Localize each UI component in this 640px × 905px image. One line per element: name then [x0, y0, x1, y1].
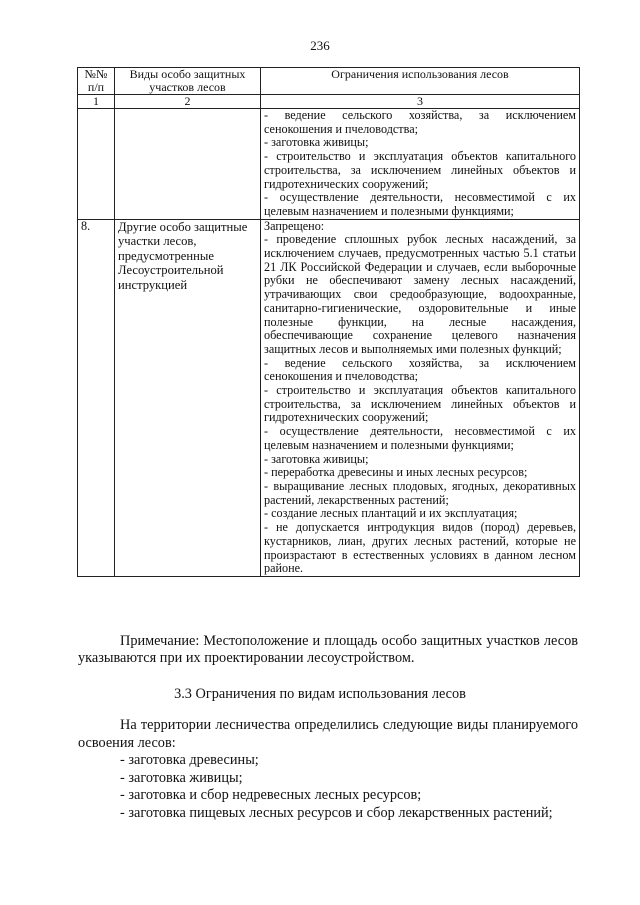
limit-line: - строительство и эксплуатация объектов капитального строительства, за исключением линейных объектов и гидротехнических сооружений; — [264, 383, 576, 425]
limit-line: - ведение сельского хозяйства, за исключением сенокошения и пчеловодства; — [264, 355, 576, 384]
limit-line: Запрещено: — [264, 218, 325, 233]
section-body — [78, 717, 578, 822]
row-kind-cell: Другие особо защитные участки лесов, предусмотренные Лесоустроительной инструкцией — [115, 219, 261, 576]
limit-line: - выращивание лесных плодовых, ягодных, декоративных растений, лекарственных растений; — [264, 478, 576, 507]
list-item: - заготовка живицы; — [120, 769, 243, 786]
list-item: - заготовка древесины; — [120, 752, 259, 768]
row-num-cell — [78, 109, 115, 220]
row-limits-cell — [261, 219, 580, 576]
column-number-row — [78, 95, 580, 109]
table-row-continued — [78, 109, 580, 220]
column-number: 1 — [78, 95, 115, 109]
limit-line: - заготовка живицы; — [264, 451, 369, 466]
header-limits: Ограничения использования лесов — [261, 68, 580, 95]
limit-line: - строительство и эксплуатация объектов капитального строительства, за исключением линейных объектов и гидротехнических сооружений; — [264, 149, 576, 191]
limit-line: - заготовка живицы; — [264, 135, 369, 150]
limit-line: - не допускается интродукция видов (пород) деревьев, кустарников, лиан, других лесных растений, которые не произрастают в естественных условиях в данном лесном районе. — [264, 520, 576, 576]
limit-line: - создание лесных плантаций и их эксплуатация; — [264, 506, 518, 521]
limit-line: - осуществление деятельности, несовместимой с их целевым назначением и полезными функциями; — [264, 424, 576, 452]
table-note: Примечание: Местоположение и площадь особо защитных участков лесов указываются при их проектировании лесоустройством. — [78, 633, 578, 666]
header-kind: Виды особо защитных участков лесов — [115, 68, 261, 95]
limit-line: - переработка древесины и иных лесных ресурсов; — [264, 465, 528, 480]
page-number: 236 — [310, 38, 330, 53]
list-item: - заготовка и сбор недревесных лесных ресурсов; — [120, 787, 422, 803]
row-kind-cell — [115, 109, 261, 220]
section-intro: На территории лесничества определились следующие виды планируемого освоения лесов: — [78, 717, 578, 751]
column-number: 2 — [115, 95, 261, 109]
limit-line: - проведение сплошных рубок лесных насаждений, за исключением случаев, предусмотренных частью 5.1 статьи 21 ЛК Российской Федерации и случаев, если выборочные рубки не обеспечивают замену лесных насаждений, утрачивающих свои средообразующие, водоохранные, санитарно-гигиенические, оздоровительные и иные полезные функции, на лесные насаждения, обеспечивающие сохранение целевого назначения защитных лесов и выполняемых ими полезных функций; — [264, 232, 576, 356]
limit-line: - ведение сельского хозяйства, за исключением сенокошения и пчеловодства; — [264, 108, 576, 136]
table-row-8 — [78, 219, 580, 576]
row-limits-cell — [261, 109, 580, 220]
column-number: 3 — [261, 95, 580, 109]
list-item: - заготовка пищевых лесных ресурсов и сбор лекарственных растений; — [120, 804, 553, 821]
restrictions-table — [77, 67, 580, 577]
header-num: №№ п/п — [78, 68, 115, 95]
limit-line: - осуществление деятельности, несовместимой с их целевым назначением и полезными функциями; — [264, 190, 576, 218]
row-num-cell: 8. — [78, 219, 115, 576]
section-title: 3.3 Ограничения по видам использования лесов — [174, 686, 466, 702]
table-header-row — [78, 68, 580, 95]
